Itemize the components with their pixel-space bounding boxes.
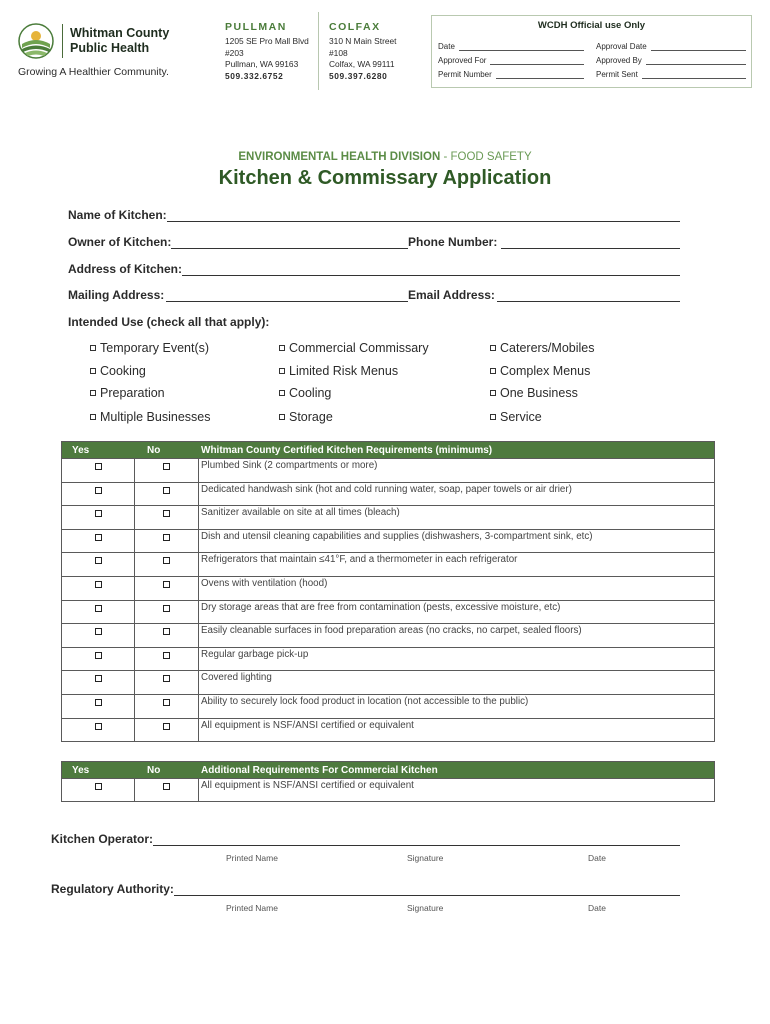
- checkbox[interactable]: [279, 368, 285, 374]
- checkbox[interactable]: [490, 368, 496, 374]
- requirement-text: Dry storage areas that are free from contamination (pests, excessive moisture, etc): [201, 601, 561, 613]
- yes-checkbox[interactable]: [95, 675, 102, 682]
- no-cell[interactable]: [135, 695, 199, 718]
- field-line: [166, 290, 408, 302]
- kitchen-name-field[interactable]: [68, 208, 680, 222]
- table-row: [62, 670, 714, 694]
- table-header: [62, 762, 714, 778]
- whitman-county-logo-icon: [18, 22, 54, 60]
- official-approved-by-field[interactable]: [596, 56, 746, 65]
- division-subtitle: - FOOD SAFETY: [440, 151, 532, 163]
- table-body: [62, 458, 714, 741]
- yes-cell[interactable]: [62, 779, 135, 801]
- table-row: [62, 529, 714, 553]
- signature-caption: Signature: [407, 853, 444, 863]
- date-caption: Date: [588, 903, 606, 913]
- checkbox[interactable]: [490, 345, 496, 351]
- yes-checkbox[interactable]: [95, 605, 102, 612]
- yes-checkbox[interactable]: [95, 628, 102, 635]
- checkbox[interactable]: [90, 368, 96, 374]
- office-address-line: 1205 SE Pro Mall Blvd: [225, 35, 309, 46]
- option-label: Service: [500, 410, 542, 424]
- page-title: Kitchen & Commissary Application: [218, 167, 552, 189]
- use-option[interactable]: [90, 364, 146, 378]
- field-label: Permit Number: [438, 70, 492, 79]
- no-cell[interactable]: [135, 719, 199, 742]
- office-pullman: [225, 22, 320, 83]
- option-label: Cooling: [289, 386, 332, 400]
- field-label: Approved By: [596, 56, 642, 65]
- requirement-text: Refrigerators that maintain ≤41°F, and a thermometer in each refrigerator: [201, 554, 518, 566]
- field-label: Date: [438, 42, 455, 51]
- no-checkbox[interactable]: [163, 723, 170, 730]
- table-row: [62, 576, 714, 600]
- field-line: [167, 210, 680, 222]
- office-separator: [318, 12, 319, 90]
- kitchen-operator-field[interactable]: [51, 832, 680, 846]
- requirement-text: Dish and utensil cleaning capabilities and supplies (dishwashers, 3-compartment sink, etc): [201, 530, 593, 542]
- office-phone: 509.332.6752: [225, 71, 284, 82]
- use-option[interactable]: [279, 341, 429, 355]
- table-row: [62, 623, 714, 647]
- use-option[interactable]: [279, 386, 331, 400]
- mailing-address-field[interactable]: [68, 288, 408, 302]
- office-colfax: [329, 22, 424, 83]
- header-no: No: [147, 444, 161, 456]
- header-requirement: Whitman County Certified Kitchen Requirements (minimums): [201, 444, 493, 456]
- yes-cell[interactable]: [62, 695, 135, 718]
- requirement-text: Dedicated handwash sink (hot and cold running water, soap, paper towels or air drier): [201, 483, 572, 495]
- yes-cell[interactable]: [62, 671, 135, 694]
- no-checkbox[interactable]: [163, 581, 170, 588]
- official-use-box: [431, 15, 752, 88]
- use-option[interactable]: [90, 341, 209, 355]
- use-option[interactable]: [490, 364, 590, 378]
- office-phone: 509.397.6280: [329, 71, 388, 82]
- intended-use-label: Intended Use (check all that apply):: [68, 315, 270, 329]
- phone-field[interactable]: [408, 235, 680, 249]
- yes-cell[interactable]: [62, 719, 135, 742]
- yes-checkbox[interactable]: [95, 652, 102, 659]
- field-line: [497, 290, 680, 302]
- no-checkbox[interactable]: [163, 628, 170, 635]
- checkbox[interactable]: [490, 414, 496, 420]
- checkbox[interactable]: [90, 414, 96, 420]
- field-label: Phone Number:: [408, 235, 498, 249]
- owner-field[interactable]: [68, 235, 408, 249]
- no-cell[interactable]: [135, 624, 199, 647]
- table-row: [62, 458, 714, 482]
- yes-checkbox[interactable]: [95, 557, 102, 564]
- use-option[interactable]: [490, 341, 594, 355]
- address-field[interactable]: [68, 262, 680, 276]
- yes-checkbox[interactable]: [95, 699, 102, 706]
- option-label: Limited Risk Menus: [289, 364, 399, 378]
- field-label: Permit Sent: [596, 70, 638, 79]
- field-label: Kitchen Operator:: [51, 832, 154, 846]
- official-use-title: WCDH Official use Only: [537, 20, 646, 31]
- table-row: [62, 482, 714, 506]
- no-cell[interactable]: [135, 671, 199, 694]
- header-yes: Yes: [72, 764, 90, 776]
- no-cell[interactable]: [135, 648, 199, 671]
- header-yes: Yes: [72, 444, 90, 456]
- option-label: Preparation: [100, 386, 165, 400]
- option-label: Complex Menus: [500, 364, 591, 378]
- no-checkbox[interactable]: [163, 463, 170, 470]
- field-label: Email Address:: [408, 288, 495, 302]
- no-checkbox[interactable]: [163, 783, 170, 790]
- regulatory-authority-field[interactable]: [51, 882, 680, 896]
- no-checkbox[interactable]: [163, 534, 170, 541]
- yes-checkbox[interactable]: [95, 581, 102, 588]
- yes-cell[interactable]: [62, 483, 135, 506]
- printed-name-caption: Printed Name: [226, 903, 278, 913]
- yes-checkbox[interactable]: [95, 534, 102, 541]
- use-option[interactable]: [90, 386, 165, 400]
- division-heading: [0, 151, 770, 163]
- office-address-line: 310 N Main Street: [329, 35, 397, 46]
- checkbox[interactable]: [279, 345, 285, 351]
- date-caption: Date: [588, 853, 606, 863]
- official-approval-date-field[interactable]: [596, 42, 746, 51]
- use-option[interactable]: [279, 364, 398, 378]
- checkbox[interactable]: [90, 345, 96, 351]
- use-option[interactable]: [490, 410, 542, 424]
- table-row: [62, 694, 714, 718]
- no-checkbox[interactable]: [163, 510, 170, 517]
- no-cell[interactable]: [135, 483, 199, 506]
- yes-checkbox[interactable]: [95, 723, 102, 730]
- table-row: [62, 647, 714, 671]
- field-line: [496, 71, 584, 79]
- table-body: [62, 778, 714, 801]
- requirement-text: All equipment is NSF/ANSI certified or equivalent: [201, 719, 414, 731]
- field-label: Regulatory Authority:: [51, 882, 174, 896]
- yes-cell[interactable]: [62, 601, 135, 624]
- no-checkbox[interactable]: [163, 652, 170, 659]
- field-line: [646, 57, 746, 65]
- use-option[interactable]: [90, 410, 210, 424]
- no-cell[interactable]: [135, 459, 199, 482]
- table-header: [62, 442, 714, 458]
- requirements-table: [61, 441, 715, 742]
- option-label: Multiple Businesses: [100, 410, 211, 424]
- table-row: [62, 600, 714, 624]
- yes-checkbox[interactable]: [95, 463, 102, 470]
- checkbox[interactable]: [90, 390, 96, 396]
- table-row: [62, 718, 714, 742]
- field-label: Mailing Address:: [68, 288, 165, 302]
- table-row: [62, 778, 714, 801]
- field-label: Name of Kitchen:: [68, 208, 167, 222]
- option-label: Commercial Commissary: [289, 341, 429, 355]
- option-label: Temporary Event(s): [100, 341, 210, 355]
- office-address-line: #108: [329, 47, 348, 58]
- field-label: Approval Date: [596, 42, 647, 51]
- no-checkbox[interactable]: [163, 487, 170, 494]
- yes-cell[interactable]: [62, 459, 135, 482]
- field-line: [174, 884, 680, 896]
- no-cell[interactable]: [135, 601, 199, 624]
- yes-cell[interactable]: [62, 506, 135, 529]
- field-line: [153, 834, 680, 846]
- field-line: [182, 264, 680, 276]
- printed-name-caption: Printed Name: [226, 853, 278, 863]
- table-row: [62, 552, 714, 576]
- header-requirement: Additional Requirements For Commercial Kitchen: [201, 764, 438, 776]
- official-permit-number-field[interactable]: [438, 70, 584, 79]
- field-line: [501, 237, 680, 249]
- logo-name: [70, 26, 169, 56]
- office-city: COLFAX: [329, 21, 381, 33]
- no-cell[interactable]: [135, 553, 199, 576]
- requirement-text: Ability to securely lock food product in location (not accessible to the public): [201, 695, 529, 707]
- field-line: [651, 43, 746, 51]
- option-label: Cooking: [100, 364, 146, 378]
- table-row: [62, 505, 714, 529]
- email-field[interactable]: [408, 288, 680, 302]
- checkbox[interactable]: [279, 390, 285, 396]
- office-address-line: Colfax, WA 99111: [329, 59, 395, 70]
- yes-cell[interactable]: [62, 624, 135, 647]
- office-address-line: #203: [225, 47, 244, 58]
- no-cell[interactable]: [135, 779, 199, 801]
- official-date-field[interactable]: [438, 42, 584, 51]
- yes-checkbox[interactable]: [95, 487, 102, 494]
- field-label: Approved For: [438, 56, 487, 65]
- no-checkbox[interactable]: [163, 557, 170, 564]
- requirement-text: Easily cleanable surfaces in food preparation areas (no cracks, no carpet, sealed floors): [201, 625, 582, 637]
- yes-cell[interactable]: [62, 553, 135, 576]
- checkbox[interactable]: [279, 414, 285, 420]
- field-line: [171, 237, 408, 249]
- no-checkbox[interactable]: [163, 699, 170, 706]
- requirement-text: Sanitizer available on site at all times (bleach): [201, 507, 400, 519]
- requirement-text: All equipment is NSF/ANSI certified or equivalent: [201, 780, 414, 791]
- official-approved-for-field[interactable]: [438, 56, 584, 65]
- field-line: [642, 71, 746, 79]
- option-label: One Business: [500, 386, 578, 400]
- yes-cell[interactable]: [62, 577, 135, 600]
- checkbox[interactable]: [490, 390, 496, 396]
- logo-divider: [62, 24, 63, 58]
- field-line: [459, 43, 584, 51]
- official-permit-sent-field[interactable]: [596, 70, 746, 79]
- field-label: Address of Kitchen:: [68, 262, 183, 276]
- field-line: [490, 57, 584, 65]
- no-checkbox[interactable]: [163, 605, 170, 612]
- office-city: PULLMAN: [225, 21, 287, 33]
- option-label: Storage: [289, 410, 333, 424]
- requirement-text: Ovens with ventilation (hood): [201, 577, 328, 589]
- use-option[interactable]: [490, 386, 578, 400]
- field-label: Owner of Kitchen:: [68, 235, 172, 249]
- yes-cell[interactable]: [62, 648, 135, 671]
- yes-checkbox[interactable]: [95, 510, 102, 517]
- additional-requirements-table: [61, 761, 715, 802]
- no-cell[interactable]: [135, 506, 199, 529]
- logo-line1: Whitman County: [70, 26, 170, 40]
- header-no: No: [147, 764, 161, 776]
- requirement-text: Regular garbage pick-up: [201, 648, 309, 660]
- no-cell[interactable]: [135, 530, 199, 553]
- use-option[interactable]: [279, 410, 333, 424]
- no-cell[interactable]: [135, 577, 199, 600]
- requirement-text: Plumbed Sink (2 compartments or more): [201, 460, 378, 471]
- yes-cell[interactable]: [62, 530, 135, 553]
- division-name: ENVIRONMENTAL HEALTH DIVISION: [238, 151, 441, 163]
- office-address-line: Pullman, WA 99163: [225, 59, 299, 70]
- no-checkbox[interactable]: [163, 675, 170, 682]
- signature-caption: Signature: [407, 903, 444, 913]
- logo-tagline: Growing A Healthier Community.: [18, 66, 169, 78]
- option-label: Caterers/Mobiles: [500, 341, 595, 355]
- yes-checkbox[interactable]: [95, 783, 102, 790]
- logo-line2: Public Health: [70, 41, 150, 55]
- requirement-text: Covered lighting: [201, 672, 272, 684]
